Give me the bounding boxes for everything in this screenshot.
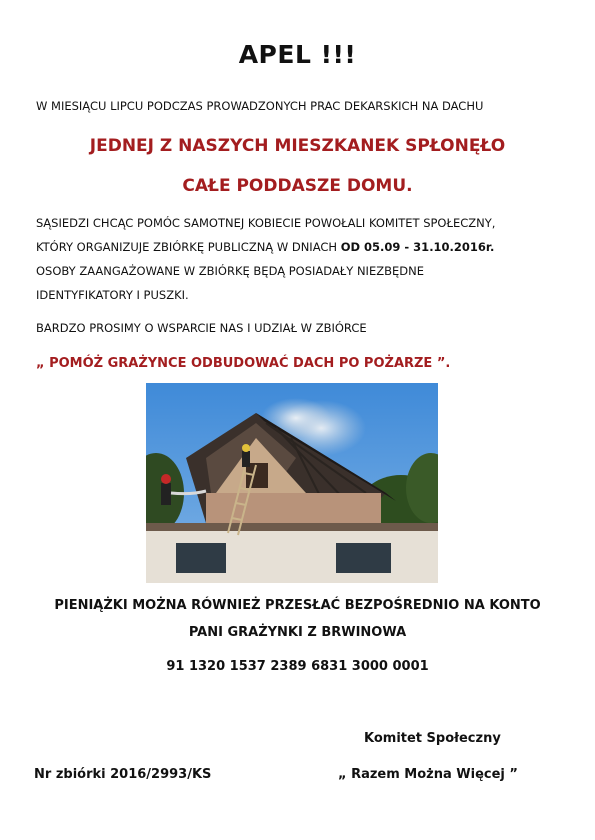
paragraph-line-3: OSOBY ZAANGAŻOWANE W ZBIÓRKĘ BĘDĄ POSIADAŁY NIEZBĘDNE xyxy=(36,264,424,278)
page-title: APEL !!! xyxy=(238,40,357,69)
collection-number: Nr zbiórki 2016/2993/KS xyxy=(34,767,212,782)
transfer-line-1: PIENIĄŻKI MOŻNA RÓWNIEŻ PRZESŁAĆ BEZPOŚREDNIO NA KONTO xyxy=(54,598,541,613)
headline-line-2: CAŁE PODDASZE DOMU. xyxy=(182,176,413,196)
collection-dates: OD 05.09 - 31.10.2016r. xyxy=(340,240,495,254)
committee-name: Komitet Społeczny xyxy=(364,731,501,746)
burned-house-illustration xyxy=(146,383,438,583)
committee-motto: „ Razem Można Więcej ” xyxy=(338,767,518,782)
burned-house-photo xyxy=(146,383,438,583)
headline-line-1: JEDNEJ Z NASZYCH MIESZKANEK SPŁONĘŁO xyxy=(89,136,506,156)
intro-text: W MIESIĄCU LIPCU PODCZAS PROWADZONYCH PRAC DEKARSKICH NA DACHU xyxy=(36,99,484,113)
paragraph-line-2-text: KTÓRY ORGANIZUJE ZBIÓRKĘ PUBLICZNĄ W DNIACH xyxy=(36,240,341,254)
paragraph-line-1: SĄSIEDZI CHCĄC POMÓC SAMOTNEJ KOBIECIE POWOŁALI KOMITET SPOŁECZNY, xyxy=(36,216,496,230)
paragraph-line-4: IDENTYFIKATORY I PUSZKI. xyxy=(36,288,189,302)
slogan: „ POMÓŻ GRAŻYNCE ODBUDOWAĆ DACH PO POŻARZE ”. xyxy=(36,356,451,371)
bank-account-number: 91 1320 1537 2389 6831 3000 0001 xyxy=(166,659,429,674)
paragraph-line-2 xyxy=(36,240,494,254)
transfer-line-2: PANI GRAŻYNKI Z BRWINOWA xyxy=(188,625,407,640)
request-text: BARDZO PROSIMY O WSPARCIE NAS I UDZIAŁ W ZBIÓRCE xyxy=(36,321,367,335)
